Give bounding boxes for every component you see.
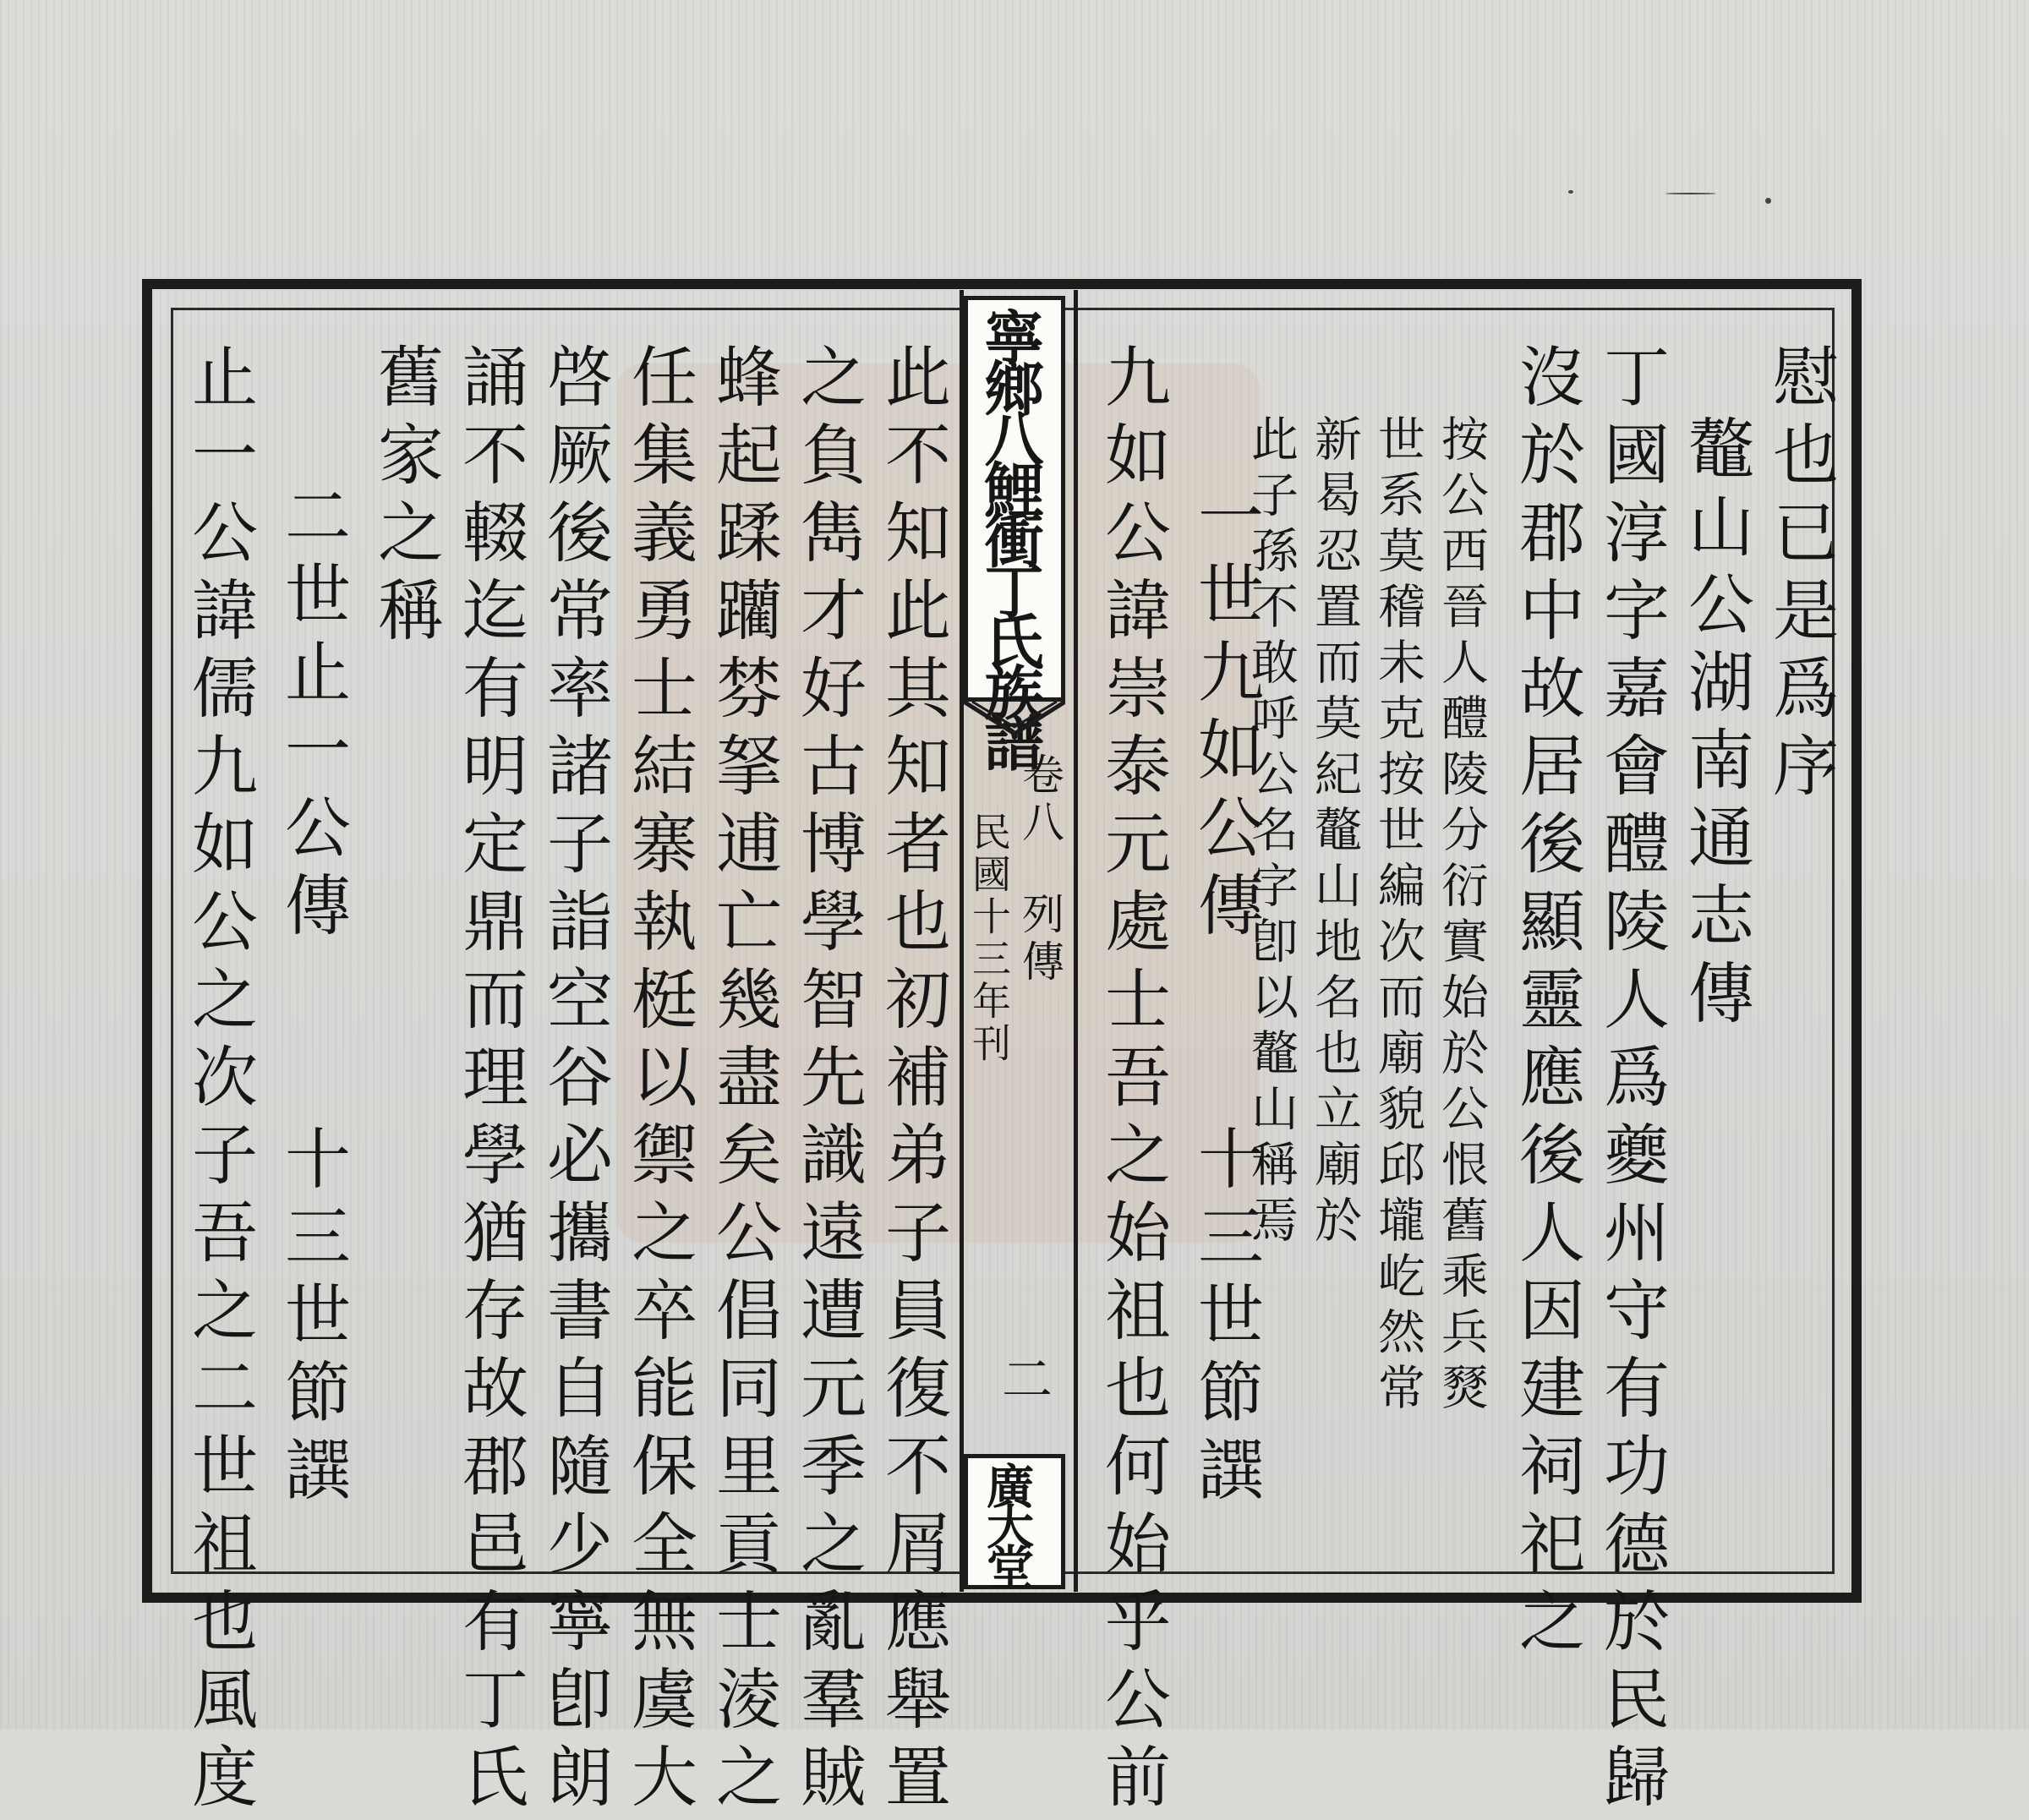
book-title: 寧鄉八鯉衝丁氏族譜 <box>975 307 1045 763</box>
text-column: 止一公諱儒九如公之次子吾之二世祖也風度 <box>181 342 257 1820</box>
text-column: 此不知此其知者也初補弟子員復不屑應舉置 <box>874 342 950 1820</box>
hall-name-box <box>964 1454 1065 1589</box>
author-credit: 十三世節譔 <box>274 1124 350 1513</box>
text-column: 啓厥後常率諸子詣空谷必攜書自隨少寧卽朗 <box>536 342 612 1820</box>
fish-tail-ornament <box>964 702 1065 735</box>
book-title-box <box>964 296 1065 763</box>
text-column: 蜂起蹂躪棼拏逋亡幾盡矣公倡同里貢士淩之 <box>705 342 781 1820</box>
hall-name: 廣大堂 <box>979 1462 1035 1583</box>
text-column: 慰也已是爲序 <box>1762 342 1838 809</box>
text-column: 誦不輟迄有明定鼎而理學猶存故郡邑有丁氏 <box>451 342 528 1820</box>
author-credit: 十三世節譔 <box>1187 1124 1263 1513</box>
text-column: 之負雋才好古博學智先識遠遭元季之亂羣賊 <box>790 342 866 1820</box>
text-column: 沒於郡中故居後顯靈應後人因建祠祀之 <box>1508 342 1584 1664</box>
volume-label: 卷八 <box>1015 752 1064 847</box>
section-label: 列傳 <box>1015 892 1064 987</box>
annotation-column: 新曷忍置而莫紀鼇山地名也立廟於 <box>1307 414 1362 1251</box>
text-column: 鼇山公湖南通志傳 <box>1677 414 1753 1036</box>
text-column: 舊家之稱 <box>367 342 443 653</box>
text-column: 九如公諱崇泰元處士吾之始祖也何始乎公前 <box>1094 342 1170 1820</box>
page-number: 二 <box>993 1353 1053 1403</box>
annotation-column: 世系莫稽未克按世編次而廟貌邱壠屹然常 <box>1370 414 1425 1418</box>
biography-heading: 一世九如公傳 <box>1187 482 1263 948</box>
text-column: 任集義勇士結寨執梃以禦之卒能保全無虞大 <box>621 342 697 1820</box>
text-column: 丁國淳字嘉會醴陵人爲夔州守有功德於民歸 <box>1593 342 1669 1820</box>
annotation-column: 此子孫不敢呼公名字卽以鼇山稱焉 <box>1244 414 1299 1251</box>
edition-label: 民國十三年刊 <box>966 812 1012 1065</box>
annotation-column: 按公西晉人醴陵分衍實始於公恨舊乘兵燹 <box>1434 414 1489 1418</box>
biography-heading: 二世止一公傳 <box>274 482 350 948</box>
